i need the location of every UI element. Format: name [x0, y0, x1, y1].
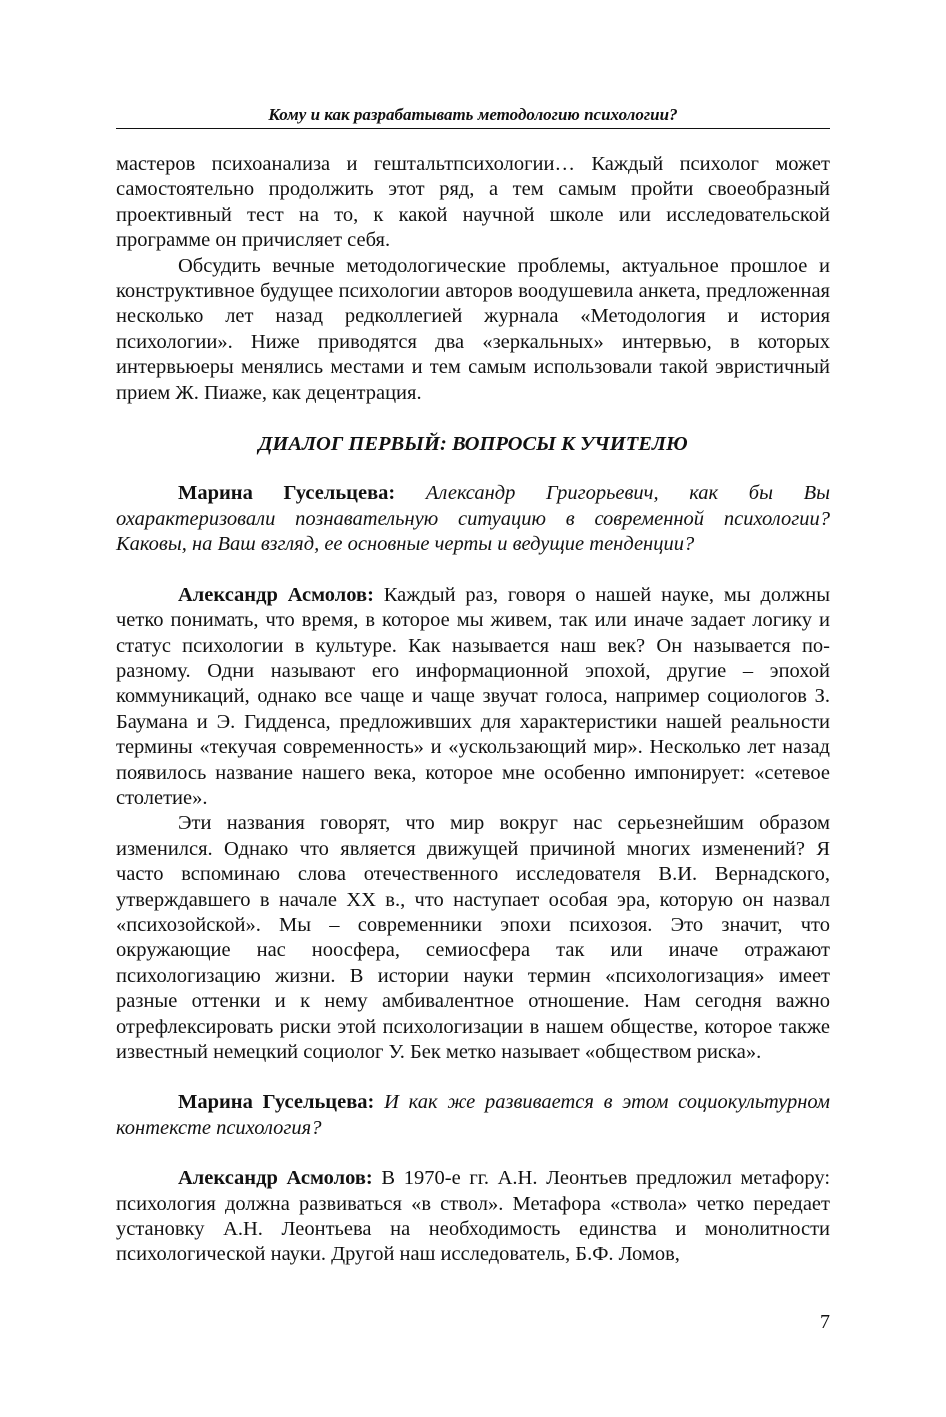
speaker-name: Александр Асмолов:	[178, 1167, 373, 1190]
answer-text: В 1970-е гг. А.Н. Леонтьев предложил метафору: психология должна развиваться «в ствол». Метафора «ствола» четко передает установку А.Н. Леонтьева на необходимость единства и монолитности психологической науки. Другой наш исследователь, Б.Ф. Ломов,	[116, 1167, 831, 1266]
question-text: И как же развивается в этом социокультурном контексте психология?	[116, 1091, 830, 1139]
section-title: ДИАЛОГ ПЕРВЫЙ: ВОПРОСЫ К УЧИТЕЛЮ	[258, 433, 688, 456]
speaker-name: Александр Асмолов:	[178, 583, 374, 606]
page-body	[116, 152, 830, 1268]
paragraph: мастеров психоанализа и гештальтпсихологии… Каждый психолог может самостоятельно продолжить этот ряд, а тем самым пройти своеобразный проективный тест на то, к какой научной школе или исследовательской программе он причисляет себя.	[116, 153, 830, 252]
running-head: Кому и как разрабатывать методологию психологии?	[268, 105, 678, 124]
question-text: Александр Григорьевич, как бы Вы охарактеризовали познавательную ситуацию в современной психологии? Каковы, на Ваш взгляд, ее основные черты и ведущие тенденции?	[116, 482, 831, 556]
speaker-name: Марина Гусельцева:	[178, 482, 396, 505]
speaker-name: Марина Гусельцева:	[178, 1091, 375, 1114]
dialogue-answer	[116, 1166, 830, 1268]
page-number: 7	[820, 1311, 830, 1333]
header-rule	[116, 128, 830, 129]
dialogue-question	[116, 481, 830, 557]
answer-continuation: Эти названия говорят, что мир вокруг нас серьезнейшим образом изменился. Однако что является движущей причиной многих изменений? Я часто вспоминаю слова отечественного исследователя В.И. Вернадского, утверждавшего в начале XX в., что наступает особая эра, которую он назвал «психозойской». Мы – современники эпохи психозоя. Это значит, что окружающие нас ноосфера, семиосфера так или иначе отражают психологизацию жизни. В истории науки термин «психологизация» имеет разные оттенки и к нему амбивалентное отношение. Нам сегодня важно отрефлексировать риски этой психологизации в нашем обществе, которое также известный немецкий социолог У. Бек метко называет «обществом риска».	[116, 812, 830, 1063]
paragraph: Обсудить вечные методологические проблемы, актуальное прошлое и конструктивное будущее психологии авторов воодушевила анкета, предложенная несколько лет назад редколлегией журнала «Методология и история психологии». Ниже приводятся два «зеркальных» интервью, в которых интервьюеры менялись местами и тем самым использовали такой эвристичный прием Ж. Пиаже, как децентрация.	[116, 254, 830, 404]
dialogue-answer	[116, 583, 830, 812]
dialogue-question	[116, 1090, 830, 1141]
answer-text: Каждый раз, говоря о нашей науке, мы должны четко понимать, что время, в которое мы живем, так или иначе задает логику и статус психологии в культуре. Как называется наш век? Он называется по-разному. Одни называют его информационной эпохой, другие – эпохой коммуникаций, однако все чаще и чаще звучат голоса, например социологов З. Баумана и Э. Гидденса, предложивших для характеристики нашей реальности термины «текучая современность» и «ускользающий мир». Несколько лет назад появилось название нашего века, которое мне особенно импонирует: «сетевое столетие».	[116, 583, 830, 809]
